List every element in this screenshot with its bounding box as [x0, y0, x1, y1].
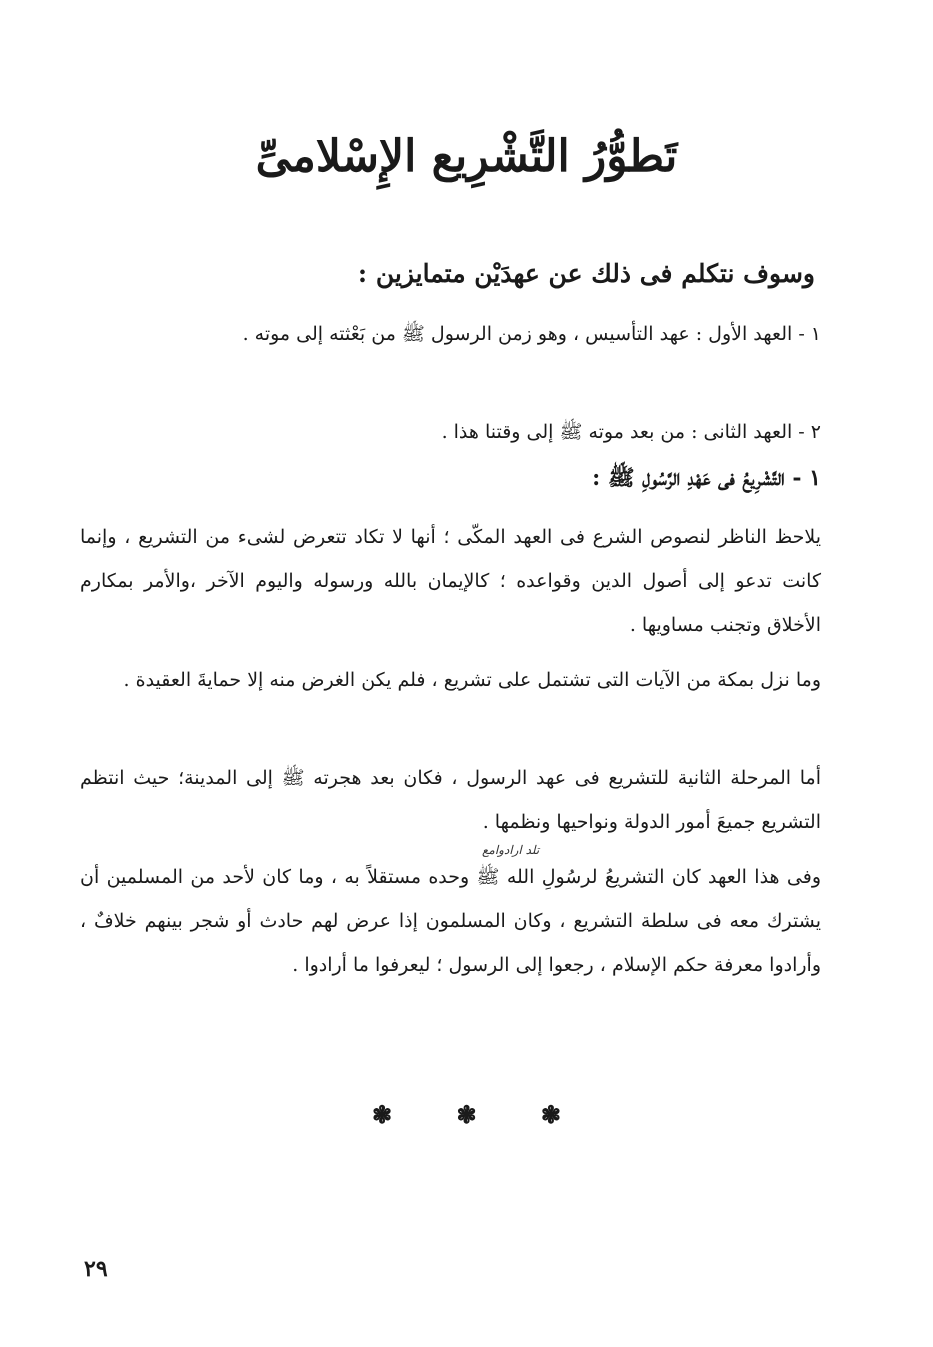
separator-star: ❃ [371, 1100, 393, 1129]
separator-star: ❃ [456, 1100, 477, 1129]
paragraph-meccan-verses: وما نزل بمكة من الآيات التى تشتمل على تشريع ، فلم يكن الغرض منه إلا حمايةَ العقيدة . [123, 669, 821, 691]
separator-star: ❃ [540, 1100, 562, 1129]
intro-sentence: وسوف نتكلم فى ذلك عن عهدَيْن متمايزين : [357, 259, 815, 288]
paragraph-meccan-era: يلاحظ الناظر لنصوص الشرع فى العهد المكّى ؛ أنها لا تكاد تتعرض لشىء من التشريع ، وإنما كانت تدعو إلى أصول الدين وقواعده ؛ كالإيمان بالله ورسوله واليوم الآخر ،والأمر بمكارم الأخلاق وتجنب مساويها . [80, 526, 821, 636]
list-item-first-era: ١ - العهد الأول : عهد التأسيس ، وهو زمن الرسول ﷺ من بَعْثته إلى موته . [242, 323, 821, 345]
handwritten-margin-note: تلد ارادوامع [482, 843, 540, 857]
paragraph-legislation-authority: وفى هذا العهد كان التشريعُ لرسُولِ الله ﷺ وحده مستقلاً به ، وما كان لأحد من المسلمين أن يشترك معه فى سلطة التشريع ، وكان المسلمون إذا عرض لهم حادث أو شجر بينهم خلافٌ ، وأرادوا معرفة حكم الإسلام ، رجعوا إلى الرسول ؛ ليعرفوا ما أرادوا . [80, 866, 821, 976]
list-item-second-era: ٢ - العهد الثانى : من بعد موته ﷺ إلى وقتنا هذا . [441, 421, 821, 443]
page-number: ٢٩ [84, 1256, 108, 1282]
section-heading: ١ - التَّشْرِيعُ فى عَهْدِ الرَّسُولِ ﷺ : [592, 465, 821, 491]
page-title: تَطوُّرُ التَّشْرِيع الإِسْلامىِّ [255, 131, 678, 182]
section-separator [0, 1100, 933, 1129]
paragraph-second-stage: أما المرحلة الثانية للتشريع فى عهد الرسول ، فكان بعد هجرته ﷺ إلى المدينة؛ حيث انتظم التشريع جميعَ أمور الدولة ونواحيها ونظمها . [80, 767, 821, 833]
